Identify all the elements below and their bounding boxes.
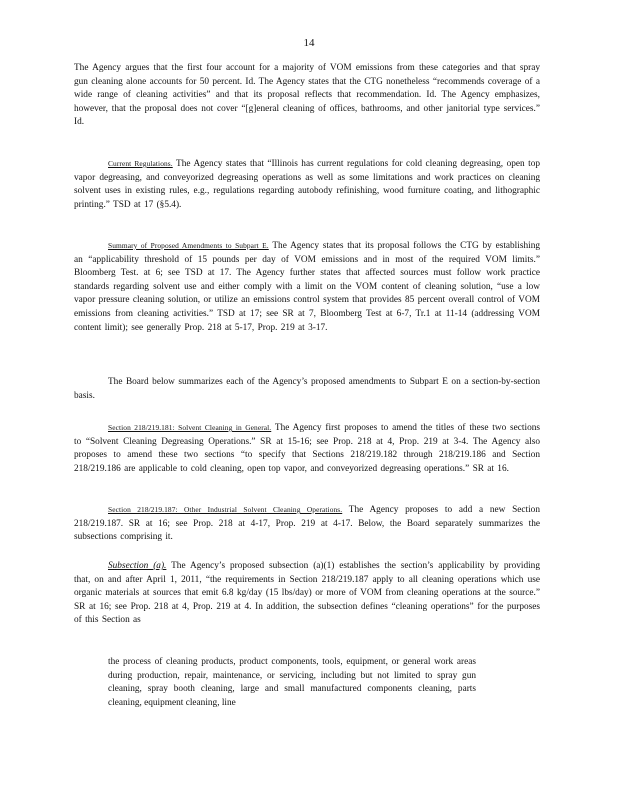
text-section-187: The Agency proposes to add a new Section 218/219.187. SR at 16; see Prop. 218 at 4-17, Prop. 219 at 4-17. Below, the Board separately summarizes the subsections comprising it.: [74, 505, 540, 543]
text-summary-amendments: The Agency states that its proposal follows the CTG by establishing an “applicability threshold of 15 pounds per day of VOM emissions and in most of the required VOM limits.” Bloomberg Test. at 6; see TSD at 17. The Agency further states that affected sources must follow work practice standards regarding solvent use and either comply with a limit on the VOM content of cleaning solution, “use a low vapor pressure cleaning solution, or utilize an emissions control system that provides 85 percent overall control of VOM emissions from cleaning activities.” TSD at 17; see SR at 7, Bloomberg Test at 6-7, Tr.1 at 11-14 (addressing VOM content limit); see generally Prop. 218 at 5-17, Prop. 219 at 3-17.: [74, 241, 540, 333]
paragraph-subsection-a: [74, 560, 540, 628]
text-subsection-a: The Agency’s proposed subsection (a)(1) establishes the section’s applicability by providing that, on and after April 1, 2011, “the requirements in Section 218/219.187 apply to all cleaning operations which use organic materials at sources that emit 6.8 kg/day (15 lbs/day) or more of VOM from cleaning operations at the source.” SR at 16; see Prop. 218 at 4, Prop. 219 at 4. In addition, the subsection defines “cleaning operations” for the purposes of this Section as: [74, 561, 540, 626]
block-quote-cleaning-operations: the process of cleaning products, product components, tools, equipment, or general work areas during production, repair, maintenance, or servicing, including but not limited to spray gun cleaning, spray booth cleaning, large and small manufactured components cleaning, parts cleaning, equipment cleaning, line: [108, 657, 476, 708]
text-section-181: The Agency first proposes to amend the titles of these two sections to “Solvent Cleaning Degreasing Operations.” SR at 15-16; see Prop. 218 at 4, Prop. 219 at 3-4. The Agency also proposes to amend these two sections “to specify that Sections 218/219.182 through 218/219.186 and Section 218/219.186 are applicable to cold cleaning, open top vapor, and conveyorized degreasing operations.” SR at 16.: [74, 423, 540, 474]
heading-subsection-a: Subsection (a).: [108, 561, 167, 571]
paragraph-board-summarizes: The Board below summarizes each of the Agency’s proposed amendments to Subpart E on a section-by-section basis.: [74, 377, 540, 401]
heading-summary-amendments: Summary of Proposed Amendments to Subpart E.: [108, 241, 269, 250]
heading-section-187: Section 218/219.187: Other Industrial Solvent Cleaning Operations.: [108, 505, 343, 514]
paragraph-summary-amendments: [74, 239, 540, 335]
page-number: 14: [303, 37, 315, 49]
paragraph-current-regulations: [74, 157, 540, 212]
heading-section-181: Section 218/219.181: Solvent Cleaning in General.: [108, 423, 272, 432]
paragraph-section-181: [74, 421, 540, 476]
paragraph-agency-argues: The Agency argues that the first four account for a majority of VOM emissions from these categories and that spray gun cleaning alone accounts for 50 percent. Id. The Agency states that the CTG nonetheless “recommends coverage of a wide range of cleaning activities” and that its proposal reflects that recommendation. Id. The Agency emphasizes, however, that the proposal does not cover “[g]eneral cleaning of offices, bathrooms, and other janitorial type services.” Id.: [74, 63, 540, 128]
text-current-regulations: The Agency states that “Illinois has current regulations for cold cleaning degreasing, open top vapor degreasing, and conveyorized degreasing operations as well as some limitations and work practices on cleaning solvent uses in existing rules, e.g., regulations regarding autobody refinishing, wood furniture coating, and lithographic printing.” TSD at 17 (§5.4).: [74, 159, 540, 210]
heading-current-regulations: Current Regulations.: [108, 159, 173, 168]
paragraph-section-187: [74, 503, 540, 545]
